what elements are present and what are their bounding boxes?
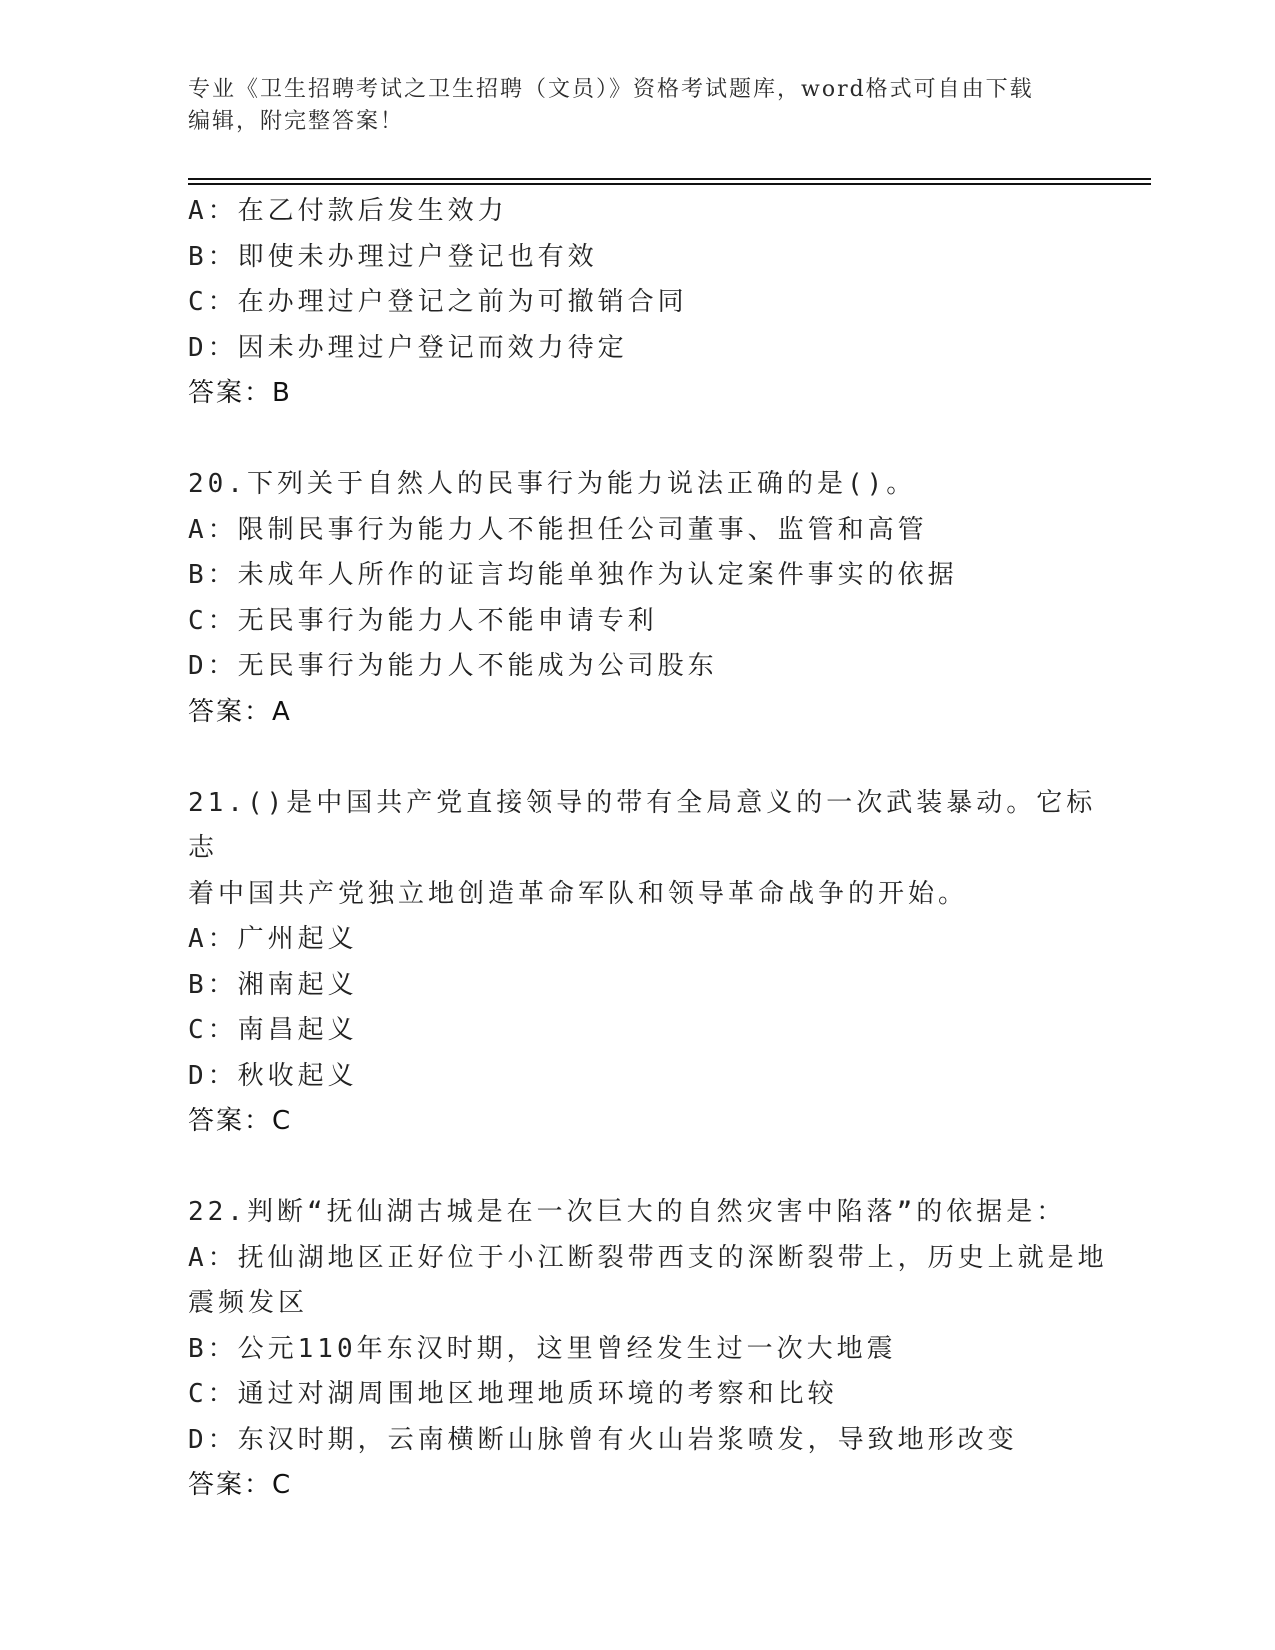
answer: 答案：C	[188, 1106, 293, 1136]
spacer	[188, 1145, 1108, 1191]
question-stem-line-1: 21.()是中国共产党直接领导的带有全局意义的一次武装暴动。它标志	[188, 787, 1097, 863]
option-b: B：未成年人所作的证言均能单独作为认定案件事实的依据	[188, 560, 958, 590]
header-line-1: 专业《卫生招聘考试之卫生招聘（文员）》资格考试题库，word格式可自由下载	[188, 77, 1034, 102]
document-header	[188, 74, 1088, 138]
spacer	[188, 417, 1108, 463]
option-b: B：即使未办理过户登记也有效	[188, 241, 598, 272]
question-stem-line-2: 着中国共产党独立地创造革命军队和领导革命战争的开始。	[188, 878, 969, 909]
option-b: B：湘南起义	[188, 969, 358, 1000]
header-line-2: 编辑，附完整答案！	[188, 109, 405, 134]
option-d: D：无民事行为能力人不能成为公司股东	[188, 651, 718, 681]
header-rule-top	[188, 178, 1151, 180]
option-a: A：限制民事行为能力人不能担任公司董事、监管和高管	[188, 514, 928, 545]
header-rule-bottom	[188, 183, 1151, 185]
question-19	[188, 189, 1108, 417]
answer: 答案：A	[188, 696, 292, 727]
question-content	[188, 189, 1108, 1509]
question-22	[188, 1190, 1108, 1509]
option-a-line-1: A：抚仙湖地区正好位于小江断裂带西支的深断裂带上，历史上就是地	[188, 1242, 1108, 1273]
question-stem: 22.判断“抚仙湖古城是在一次巨大的自然灾害中陷落”的依据是：	[188, 1197, 1067, 1227]
option-d: D：秋收起义	[188, 1060, 358, 1091]
option-b: B：公元110年东汉时期，这里曾经发生过一次大地震	[188, 1333, 897, 1364]
option-a: A：在乙付款后发生效力	[188, 196, 508, 226]
answer: 答案：C	[188, 1470, 293, 1500]
option-c: C：在办理过户登记之前为可撤销合同	[188, 287, 688, 317]
option-c: C：无民事行为能力人不能申请专利	[188, 605, 658, 636]
answer: 答案：B	[188, 378, 292, 408]
question-stem: 20.下列关于自然人的民事行为能力说法正确的是()。	[188, 469, 917, 499]
option-d: D：东汉时期，云南横断山脉曾有火山岩浆喷发，导致地形改变	[188, 1424, 1018, 1455]
question-20	[188, 462, 1108, 735]
option-a: A：广州起义	[188, 924, 358, 954]
option-c: C：通过对湖周围地区地理地质环境的考察和比较	[188, 1379, 838, 1409]
option-d: D：因未办理过户登记而效力待定	[188, 332, 628, 363]
spacer	[188, 735, 1108, 781]
question-21	[188, 781, 1108, 1145]
option-a-line-2: 震频发区	[188, 1288, 309, 1318]
option-c: C：南昌起义	[188, 1015, 358, 1045]
